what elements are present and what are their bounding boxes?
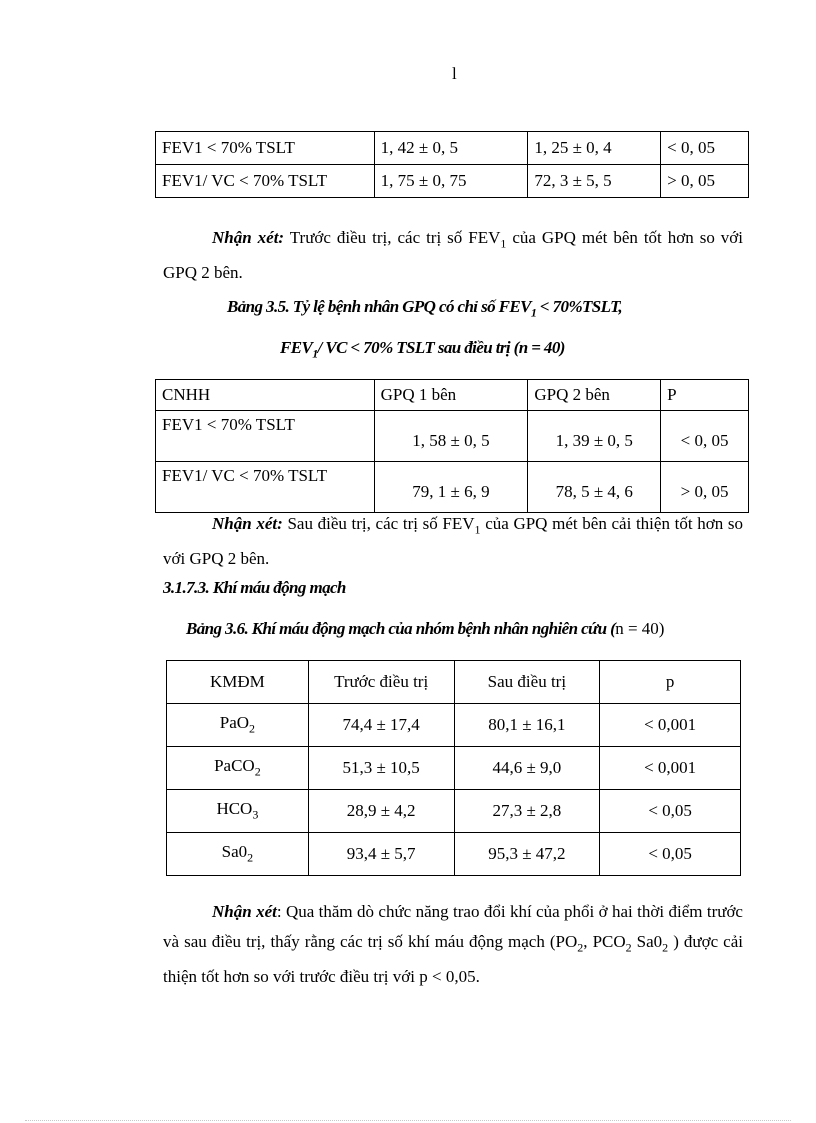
table-caption-3-5-line2: $FEV_1/$ VC < 70% TSLT sau điều trị (n = 40) [280,338,565,361]
comment-paragraph-1: Nhận xét: Trước điều trị, các trị số $FEV_1$ của GPQ mét bên tốt hơn so với GPQ 2 bên. [163,228,743,283]
footer-divider [25,1120,791,1121]
table-cell: 78, 5 ± 4, 6 [528,462,661,513]
table-header: Sau điều trị [454,661,600,704]
table-cell: < 0,001 [600,704,741,747]
table-cell: < 0,05 [600,790,741,833]
table-cell: 44,6 ± 9,0 [454,747,600,790]
table-cell: < 0, 05 [661,411,749,462]
table-cell: 74,4 ± 17,4 [308,704,454,747]
table-row [156,132,749,165]
table-cell: 80,1 ± 16,1 [454,704,600,747]
table-cell: FEV1 < 70% TSLT [156,411,375,462]
table-row [156,411,749,462]
table-row [167,747,741,790]
blood-gas-table [166,660,741,876]
table-cell: < 0,05 [600,833,741,876]
comment-label: Nhận xét: [212,228,285,247]
comment-label: Nhận xét: [212,514,283,533]
table-header-row [156,380,749,411]
table-cell: 95,3 ± 47,2 [454,833,600,876]
table-row [167,833,741,876]
page-number: l [452,64,457,83]
table-cell: PaCO$_2$ [167,747,309,790]
table-cell: > 0, 05 [661,165,749,198]
table-cell: 1, 58 ± 0, 5 [374,411,528,462]
table-cell: FEV1 < 70% TSLT [156,132,375,165]
fev-table-before [155,131,749,198]
table-header: p [600,661,741,704]
table-cell: > 0, 05 [661,462,749,513]
table-cell: 1, 39 ± 0, 5 [528,411,661,462]
table-header: CNHH [156,380,375,411]
comment-label: Nhận xét [212,902,277,921]
table-caption-3-5-line1: Bảng 3.5. Tỷ lệ bệnh nhân GPQ có chỉ số $FEV_1$ < 70%TSLT, [227,297,623,320]
table-cell: 27,3 ± 2,8 [454,790,600,833]
table-header: GPQ 1 bên [374,380,528,411]
table-cell: 72, 3 ± 5, 5 [528,165,661,198]
comment-paragraph-3: Nhận xét: Qua thăm dò chức năng trao đổi khí của phổi ở hai thời điểm trước và sau điều trị, thấy rằng các trị số khí máu động mạch ($PO_2$, $PCO_2$ $Sa0_2$ ) được cải thiện tốt hơn so với trước điều trị với p < 0,05. [163,902,743,987]
table-cell: 79, 1 ± 6, 9 [374,462,528,513]
table-cell: < 0, 05 [661,132,749,165]
table-cell: 1, 75 ± 0, 75 [374,165,528,198]
table-cell: PaO$_2$ [167,704,309,747]
table-cell: < 0,001 [600,747,741,790]
table-row [167,790,741,833]
table-cell: 51,3 ± 10,5 [308,747,454,790]
table-cell: FEV1/ VC < 70% TSLT [156,165,375,198]
table-row [167,704,741,747]
table-cell: 93,4 ± 5,7 [308,833,454,876]
table-caption-3-6: Bảng 3.6. Khí máu động mạch của nhóm bệnh nhân nghiên cứu (n = 40) [186,619,665,638]
table-cell: 1, 25 ± 0, 4 [528,132,661,165]
table-header: GPQ 2 bên [528,380,661,411]
table-cell: $HCO_3$ [167,790,309,833]
table-cell: FEV1/ VC < 70% TSLT [156,462,375,513]
table-cell: 1, 42 ± 0, 5 [374,132,528,165]
table-header: Trước điều trị [308,661,454,704]
comment-paragraph-2: Nhận xét: Sau điều trị, các trị số $FEV_1$ của GPQ mét bên cải thiện tốt hơn so với GPQ 2 bên. [163,514,743,569]
table-header-row [167,661,741,704]
table-header: P [661,380,749,411]
table-header: KMĐM [167,661,309,704]
fev-table-after [155,379,749,513]
section-heading: 3.1.7.3. Khí máu động mạch [163,578,346,597]
table-cell: $Sa0_2$ [167,833,309,876]
table-row [156,462,749,513]
table-row [156,165,749,198]
table-cell: 28,9 ± 4,2 [308,790,454,833]
